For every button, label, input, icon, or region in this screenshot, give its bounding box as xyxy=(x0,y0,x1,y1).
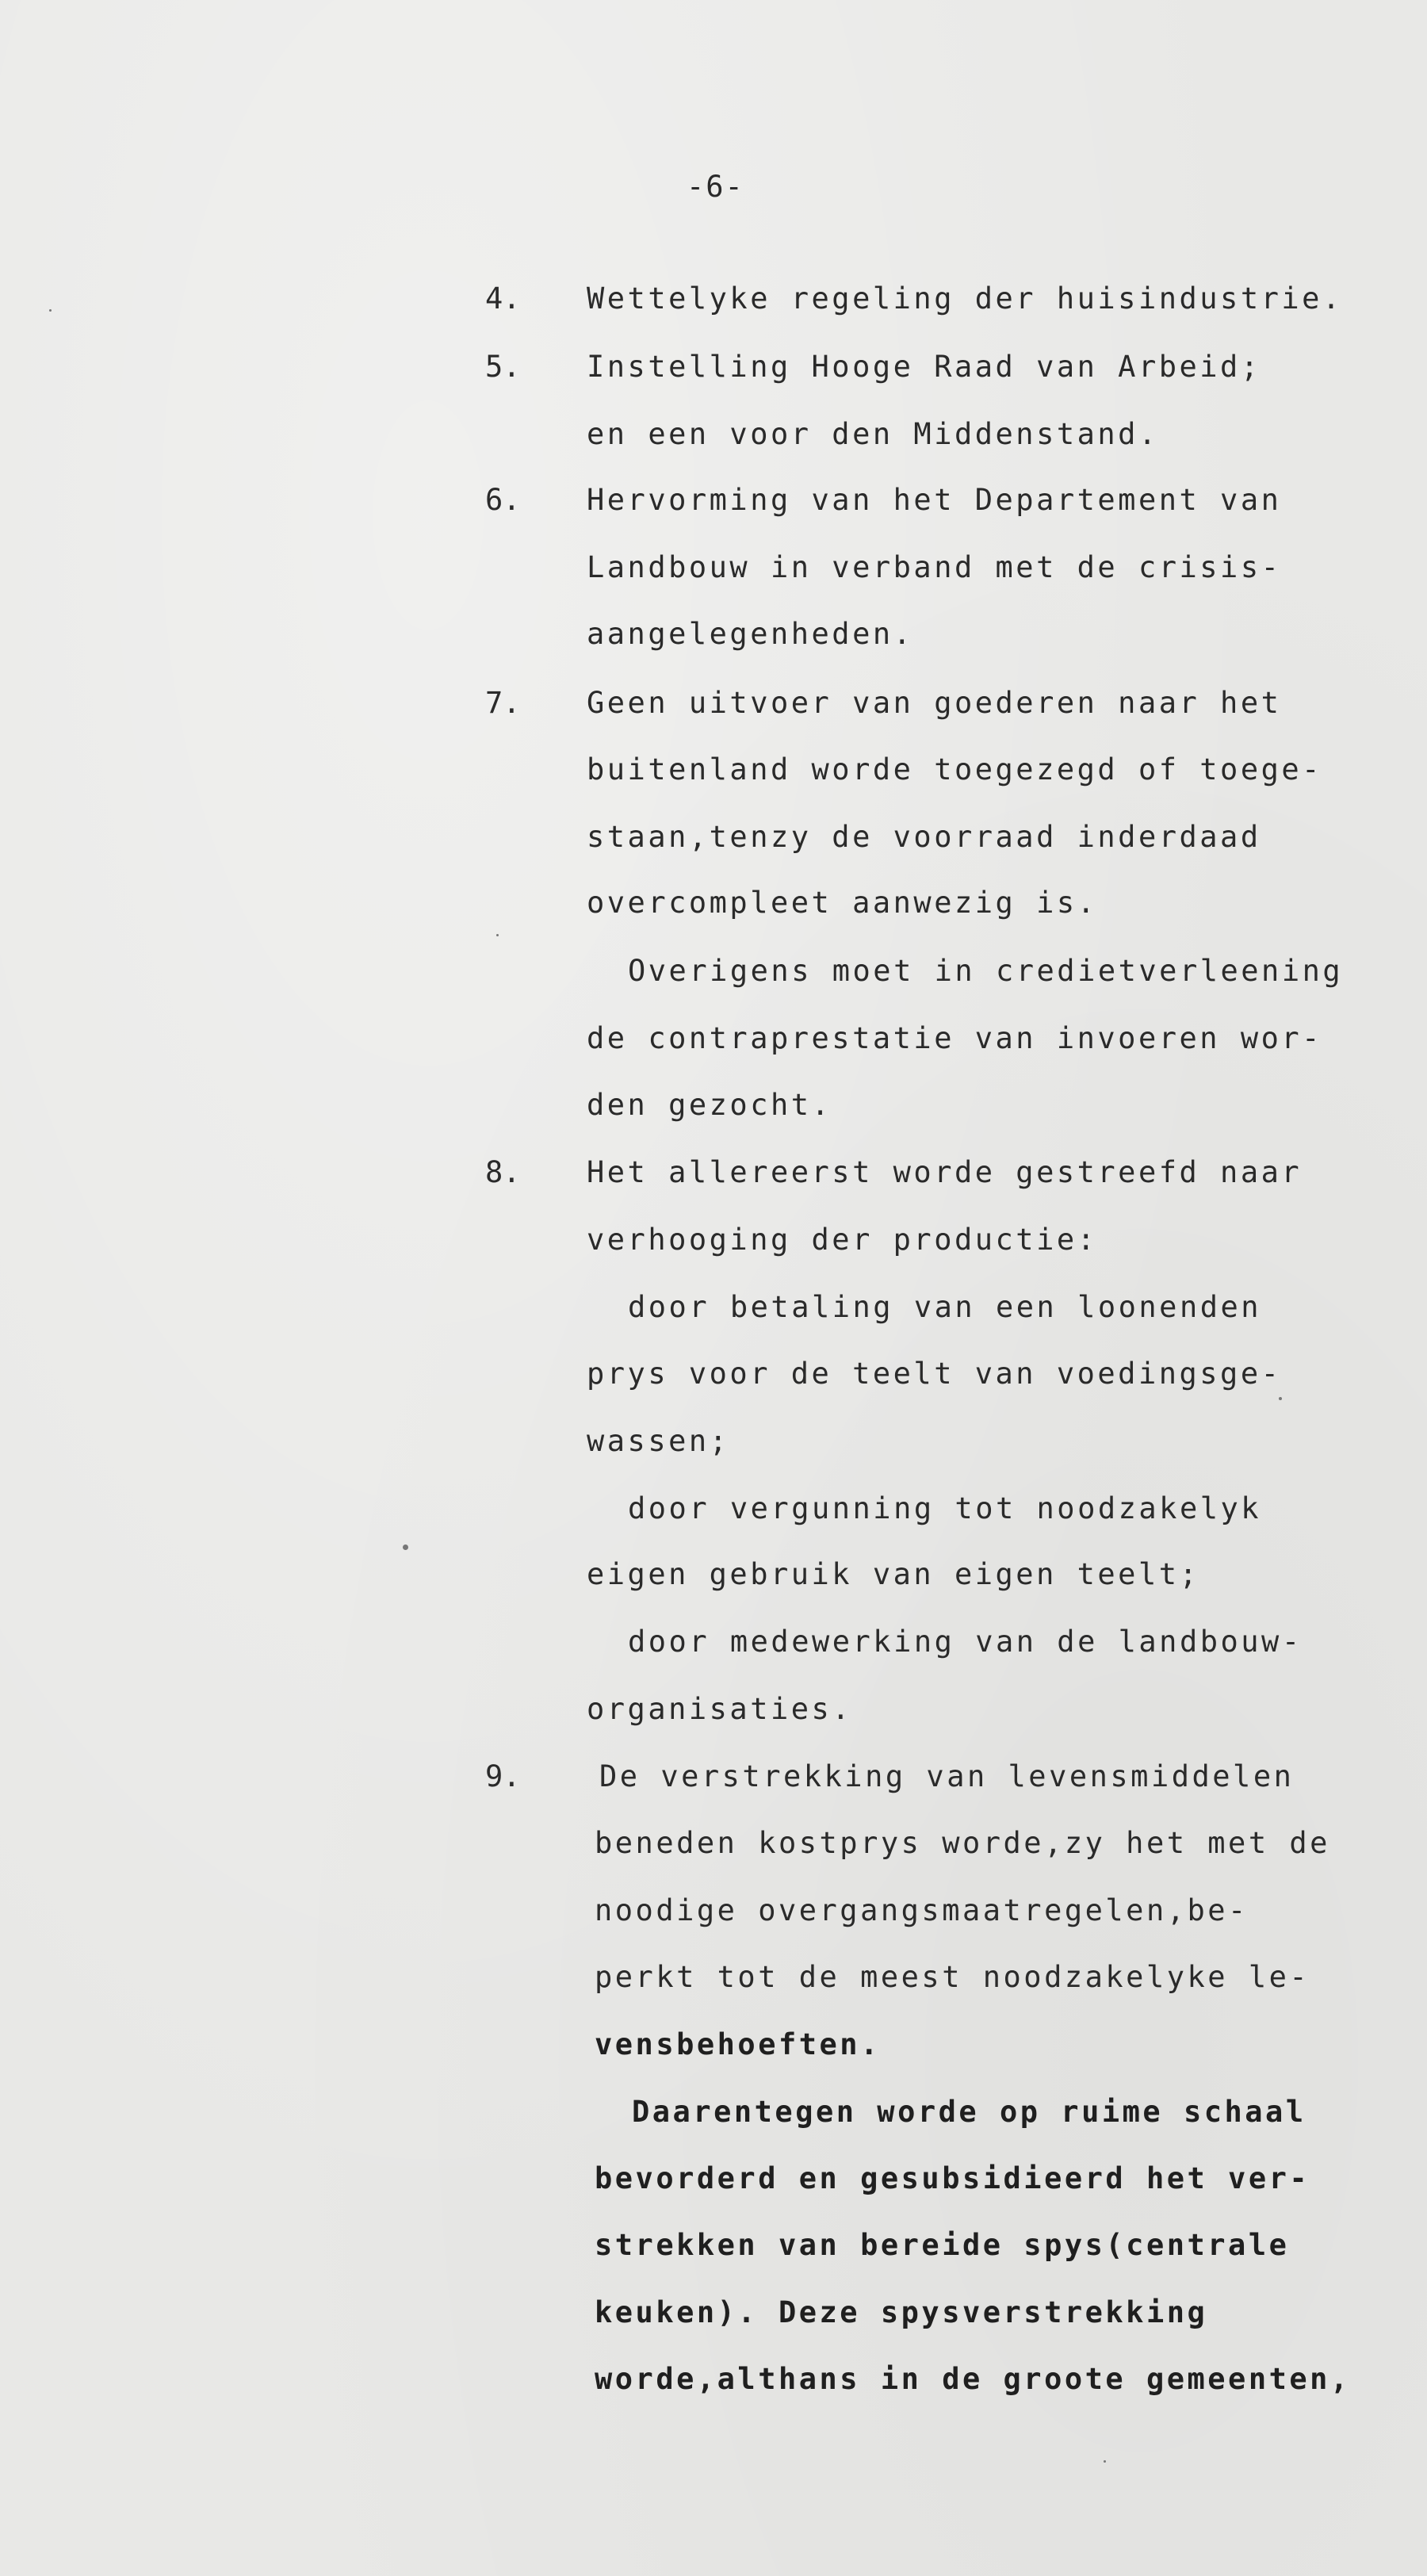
item-number-7: 7. xyxy=(485,686,521,720)
item-8-line-9: organisaties. xyxy=(587,1692,853,1726)
item-7-line-5: Overigens moet in credietverleening xyxy=(628,954,1344,988)
item-number-6: 6. xyxy=(485,483,521,517)
paper-speck xyxy=(1104,2460,1106,2463)
item-7-line-3: staan,tenzy de voorraad inderdaad xyxy=(587,820,1261,854)
page-number: -6- xyxy=(687,170,744,204)
item-7-line-1: Geen uitvoer van goederen naar het xyxy=(587,686,1282,720)
item-9-line-3: noodige overgangsmaatregelen,be- xyxy=(595,1893,1249,1927)
item-7-line-4: overcompleet aanwezig is. xyxy=(587,886,1098,920)
item-8-line-7: eigen gebruik van eigen teelt; xyxy=(587,1557,1200,1591)
item-7-line-2: buitenland worde toegezegd of toege- xyxy=(587,752,1322,787)
item-9-line-9: keuken). Deze spysverstrekking xyxy=(595,2295,1208,2329)
item-9-line-5: vensbehoeften. xyxy=(595,2027,881,2061)
item-6-line-2: Landbouw in verband met de crisis- xyxy=(587,550,1282,584)
item-6-line-1: Hervorming van het Departement van xyxy=(587,483,1282,517)
item-8-line-6: door vergunning tot noodzakelyk xyxy=(628,1491,1262,1525)
item-number-8: 8. xyxy=(485,1155,521,1189)
item-6-line-3: aangelegenheden. xyxy=(587,617,914,651)
item-8-line-4: prys voor de teelt van voedingsge- xyxy=(587,1357,1282,1391)
item-7-line-6: de contraprestatie van invoeren wor- xyxy=(587,1021,1322,1055)
paper-speck xyxy=(49,309,52,312)
item-9-line-10: worde,althans in de groote gemeenten, xyxy=(595,2362,1351,2396)
item-5-line-2: en een voor den Middenstand. xyxy=(587,417,1159,451)
item-9-line-8: strekken van bereide spys(centrale xyxy=(595,2228,1290,2262)
item-7-line-7: den gezocht. xyxy=(587,1088,832,1122)
item-8-line-1: Het allereerst worde gestreefd naar xyxy=(587,1155,1303,1189)
item-8-line-3: door betaling van een loonenden xyxy=(628,1290,1262,1324)
item-8-line-2: verhooging der productie: xyxy=(587,1223,1098,1257)
paper-speck xyxy=(1279,1397,1282,1400)
item-9-line-4: perkt tot de meest noodzakelyke le- xyxy=(595,1960,1310,1994)
item-number-5: 5. xyxy=(485,350,521,384)
item-5-line-1: Instelling Hooge Raad van Arbeid; xyxy=(587,350,1261,384)
item-9-line-2: beneden kostprys worde,zy het met de xyxy=(595,1826,1330,1860)
item-9-line-6: Daarentegen worde op ruime schaal xyxy=(632,2095,1306,2129)
item-8-line-5: wassen; xyxy=(587,1424,730,1458)
item-9-line-7: bevorderd en gesubsidieerd het ver- xyxy=(595,2161,1310,2195)
item-number-9: 9. xyxy=(485,1759,521,1793)
paper-speck xyxy=(496,934,499,936)
item-8-line-8: door medewerking van de landbouw- xyxy=(628,1625,1303,1659)
item-9-line-1: De verstrekking van levensmiddelen xyxy=(599,1759,1295,1793)
item-4-line-1: Wettelyke regeling der huisindustrie. xyxy=(587,281,1343,316)
paper-speck xyxy=(403,1544,408,1550)
item-number-4: 4. xyxy=(485,281,521,316)
